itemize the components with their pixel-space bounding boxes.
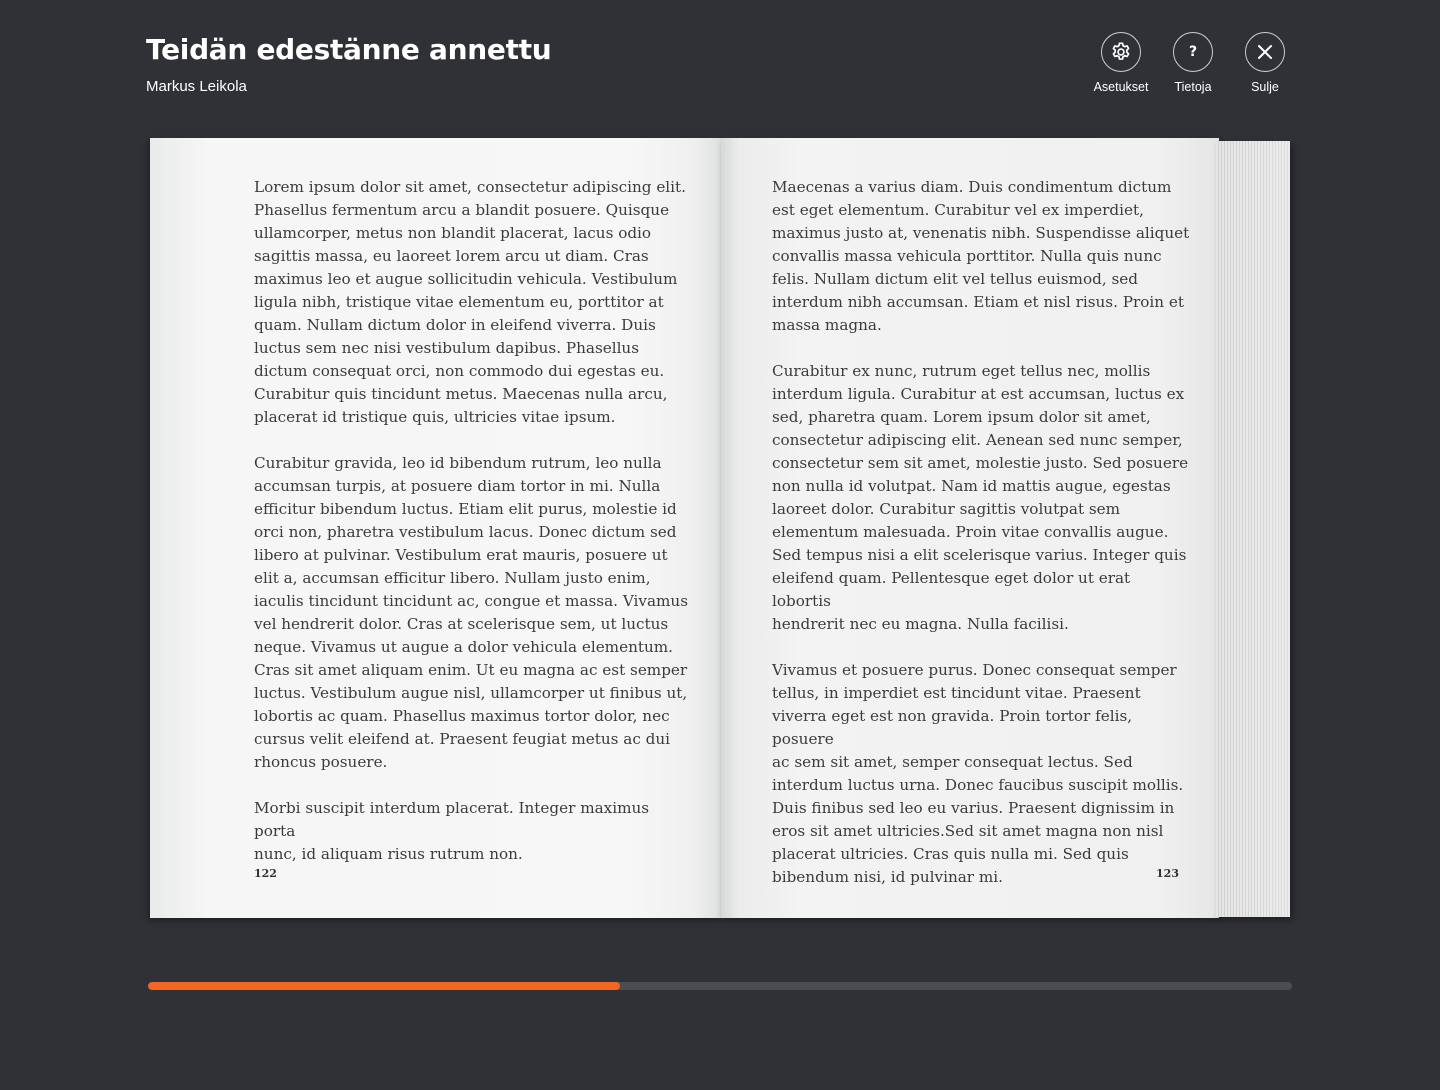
right-page-number: 123: [1156, 867, 1179, 880]
settings-label[interactable]: Asetukset: [1093, 80, 1149, 94]
left-paragraph-2: Curabitur gravida, leo id bibendum rutrum, leo nulla accumsan turpis, at posuere diam tortor in mi. Nulla efficitur bibendum luctus. Etiam elit purus, molestie id orci non, pharetra vestibulum lacus. Donec dictum sed libero at pulvinar. Vestibulum erat mauris, posuere ut elit a, accumsan efficitur libero. Nullam justo enim, iaculis tincidunt tincidunt ac, congue et massa. Vivamus vel hendrerit dolor. Cras at scelerisque sem, ut luctus neque. Vivamus ut augue a dolor vehicula elementum. Cras sit amet aliquam enim. Ut eu magna ac est semper luctus. Vestibulum augue nisl, ullamcorper ut finibus ut, lobortis ac quam. Phasellus maximus tortor dolor, nec cursus velit eleifend at. Praesent feugiat metus ac dui rhoncus posuere.: [254, 454, 688, 771]
left-page-number: 122: [254, 867, 277, 880]
gear-icon: [1110, 41, 1132, 63]
reading-progress-bar[interactable]: [148, 982, 1292, 990]
open-book: [150, 138, 1290, 920]
right-paragraph-3: Vivamus et posuere purus. Donec consequat semper tellus, in imperdiet est tincidunt vitae. Praesent viverra eget est non gravida. Proin tortor felis, posuere ac sem sit amet, semper consequat lectus. Sed interdum luctus urna. Donec faucibus suscipit mollis. Duis finibus sed leo eu varius. Praesent dignissim in eros sit amet ultricies.Sed sit amet magna non nisl placerat ultricies. Cras quis nulla mi. Sed quis bibendum nisi, id pulvinar mi.: [772, 661, 1184, 886]
book-title: Teidän edestänne annettu: [146, 33, 552, 66]
left-paragraph-3: Morbi suscipit interdum placerat. Integer maximus porta nunc, id aliquam risus rutrum non.: [254, 799, 650, 863]
right-page[interactable]: [721, 138, 1219, 918]
close-label[interactable]: Sulje: [1251, 80, 1279, 94]
left-page[interactable]: [150, 138, 721, 918]
info-button-circle[interactable]: [1173, 32, 1213, 72]
page-stack-edges: [1216, 141, 1290, 917]
close-button[interactable]: [1238, 32, 1292, 94]
right-page-text: [772, 176, 1192, 912]
settings-button[interactable]: [1094, 32, 1148, 94]
settings-button-circle[interactable]: [1101, 32, 1141, 72]
book-author: Markus Leikola: [146, 78, 247, 95]
left-page-text: [254, 176, 690, 889]
info-label[interactable]: Tietoja: [1174, 80, 1212, 94]
left-paragraph-1: Lorem ipsum dolor sit amet, consectetur adipiscing elit. Phasellus fermentum arcu a blandit posuere. Quisque ullamcorper, metus non blandit placerat, lacus odio sagittis massa, eu laoreet lorem arcu ut diam. Cras maximus leo et augue sollicitudin vehicula. Vestibulum ligula nibh, tristique vitae elementum eu, porttitor at quam. Nullam dictum dolor in eleifend viverra. Duis luctus sem nec nisi vestibulum dapibus. Phasellus dictum consequat orci, non commodo dui egestas eu. Curabitur quis tincidunt metus. Maecenas nulla arcu, placerat id tristique quis, ultricies vitae ipsum.: [254, 178, 686, 426]
reader-toolbar: [1094, 32, 1292, 94]
close-button-circle[interactable]: [1245, 32, 1285, 72]
reading-progress-fill: [148, 982, 620, 990]
question-icon: ?: [1188, 44, 1198, 60]
book-header: [146, 30, 551, 95]
info-button[interactable]: [1166, 32, 1220, 94]
right-paragraph-1: Maecenas a varius diam. Duis condimentum dictum est eget elementum. Curabitur vel ex imperdiet, maximus justo at, venenatis nibh. Suspendisse aliquet convallis massa vehicula porttitor. Nulla quis nunc felis. Nullam dictum elit vel tellus euismod, sed interdum nibh accumsan. Etiam et nisl risus. Proin et massa magna.: [772, 178, 1190, 334]
close-icon: [1256, 43, 1274, 61]
right-paragraph-2: Curabitur ex nunc, rutrum eget tellus nec, mollis interdum ligula. Curabitur at est accumsan, luctus ex sed, pharetra quam. Lorem ipsum dolor sit amet, consectetur adipiscing elit. Aenean sed nunc semper, consectetur sem sit amet, molestie justo. Sed posuere non nulla id volutpat. Nam id mattis augue, egestas laoreet dolor. Curabitur sagittis volutpat sem elementum malesuada. Proin vitae convallis augue. Sed tempus nisi a elit scelerisque varius. Integer quis eleifend quam. Pellentesque eget dolor ut erat lobortis hendrerit nec eu magna. Nulla facilisi.: [772, 362, 1189, 633]
